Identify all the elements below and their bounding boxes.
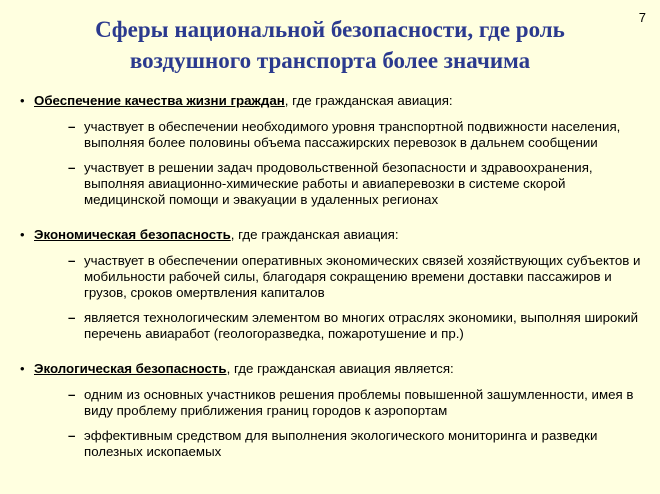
sub-item <box>68 253 645 301</box>
section-tail: , где гражданская авиация: <box>284 93 453 108</box>
bullet-dot-icon: • <box>20 361 25 376</box>
section-tail: , где гражданская авиация является: <box>226 361 454 376</box>
sub-item-text: эффективным средством для выполнения экологического мониторинга и разведки полезных ископаемых <box>84 428 598 459</box>
sub-item-text: участвует в обеспечении необходимого уровня транспортной подвижности населения, выполняя более половины объема пассажирских перевозок в дальнем сообщении <box>84 119 621 150</box>
sub-item <box>68 119 645 151</box>
sub-item <box>68 387 645 419</box>
section-ecological-security <box>20 360 645 460</box>
section-bullet <box>20 92 645 109</box>
sub-item-text: участвует в обеспечении оперативных экономических связей хозяйствующих субъектов и мобильности рабочей силы, благодаря сокращению времени доставки пассажиров и грузов, сроков омертвления капиталов <box>84 253 641 300</box>
dash-icon: – <box>68 387 76 402</box>
slide-title: Сферы национальной безопасности, где роль воздушного транспорта более значима <box>95 17 565 73</box>
bullet-dot-icon: • <box>20 227 25 242</box>
slide-number: 7 <box>638 10 646 25</box>
dash-icon: – <box>68 310 76 325</box>
sub-list <box>68 119 645 208</box>
dash-icon: – <box>68 253 76 268</box>
dash-icon: – <box>68 428 76 443</box>
sub-list <box>68 387 645 460</box>
slide-content <box>20 92 645 460</box>
dash-icon: – <box>68 160 76 175</box>
sub-item <box>68 160 645 208</box>
sub-item <box>68 310 645 342</box>
section-bullet <box>20 360 645 377</box>
section-economic-security <box>20 226 645 342</box>
bullet-dot-icon: • <box>20 93 25 108</box>
section-heading: Экономическая безопасность <box>34 227 231 242</box>
section-heading: Обеспечение качества жизни граждан <box>34 93 285 108</box>
sub-item-text: участвует в решении задач продовольственной безопасности и здравоохранения, выполняя авиационно-химические работы и авиаперевозки в системе скорой медицинской помощи и эвакуации в удаленных регионах <box>84 160 593 207</box>
section-quality-of-life <box>20 92 645 208</box>
dash-icon: – <box>68 119 76 134</box>
section-tail: , где гражданская авиация: <box>230 227 399 242</box>
sub-item-text: является технологическим элементом во многих отраслях экономики, выполняя широкий перечень авиаработ (геологоразведка, пожаротушение и пр.) <box>84 310 639 341</box>
section-bullet <box>20 226 645 243</box>
section-heading: Экологическая безопасность <box>34 361 227 376</box>
sub-item <box>68 428 645 460</box>
sub-list <box>68 253 645 342</box>
sub-item-text: одним из основных участников решения проблемы повышенной зашумленности, имея в виду проблему приближения границ городов к аэропортам <box>84 387 634 418</box>
